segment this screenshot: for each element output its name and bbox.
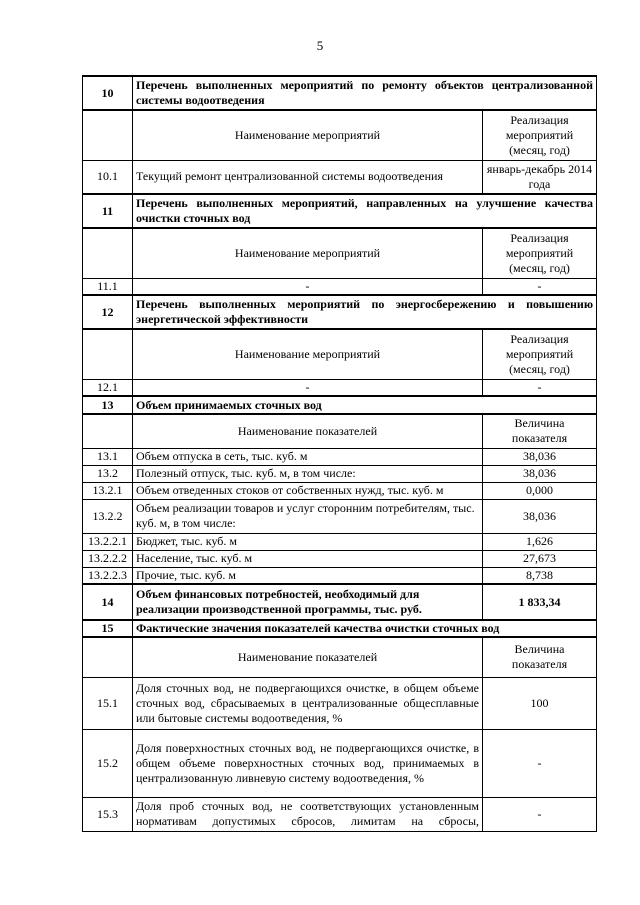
table-row [83, 567, 597, 584]
column-header-row [83, 414, 597, 448]
row-value: - [483, 797, 597, 831]
row-name: - [133, 278, 483, 295]
section-number: 12 [83, 295, 133, 329]
column-header-row [83, 228, 597, 278]
section-title: Объем финансовых потребностей, необходимый для реализации производственной программы, тыс. руб. [133, 584, 483, 620]
column-header-name: Наименование мероприятий [133, 329, 483, 379]
section-10-header [83, 76, 597, 110]
row-number: 13.2.2.3 [83, 567, 133, 584]
row-name: Население, тыс. куб. м [133, 550, 483, 567]
row-value: январь-декабрь 2014 года [483, 160, 597, 194]
table-row [83, 278, 597, 295]
row-number: 13.2.2.1 [83, 533, 133, 550]
section-title: Перечень выполненных мероприятий по энергосбережению и повышению энергетической эффективности [133, 295, 597, 329]
table-row [83, 550, 597, 567]
section-value: 1 833,34 [483, 584, 597, 620]
row-name: - [133, 379, 483, 396]
table-row [83, 482, 597, 499]
row-number: 13.2.1 [83, 482, 133, 499]
table-row [83, 729, 597, 797]
row-name: Текущий ремонт централизованной системы водоотведения [133, 160, 483, 194]
row-number: 15.1 [83, 677, 133, 729]
column-header-name: Наименование мероприятий [133, 228, 483, 278]
row-value: - [483, 278, 597, 295]
column-header-value: Величина показателя [483, 414, 597, 448]
row-value: 38,036 [483, 499, 597, 533]
row-name: Доля сточных вод, не подвергающихся очистке, в общем объеме сточных вод, сбрасываемых в централизованные общесплавные или бытовые системы водоотведения, % [133, 677, 483, 729]
row-number: 13.2.2.2 [83, 550, 133, 567]
row-number: 15.3 [83, 797, 133, 831]
table-row [83, 797, 597, 831]
column-header-name: Наименование показателей [133, 414, 483, 448]
row-name: Доля поверхностных сточных вод, не подвергающихся очистке, в общем объеме поверхностных сточных вод, принимаемых в централизованную ливневую систему водоотведения, % [133, 729, 483, 797]
table-row [83, 379, 597, 396]
column-header-value: Реализация мероприятий (месяц, год) [483, 110, 597, 160]
row-value: 100 [483, 677, 597, 729]
row-name: Объем отпуска в сеть, тыс. куб. м [133, 448, 483, 465]
page-number: 5 [316, 38, 324, 53]
row-name: Доля проб сточных вод, не соответствующих установленным нормативам допустимых сбросов, лимитам на сбросы, [133, 797, 483, 831]
section-14-row [83, 584, 597, 620]
column-header-row [83, 329, 597, 379]
row-value: - [483, 729, 597, 797]
row-name: Объем отведенных стоков от собственных нужд, тыс. куб. м [133, 482, 483, 499]
section-number: 14 [83, 584, 133, 620]
row-name: Полезный отпуск, тыс. куб. м, в том числе: [133, 465, 483, 482]
row-name: Объем реализации товаров и услуг сторонним потребителям, тыс. куб. м, в том числе: [133, 499, 483, 533]
section-number: 13 [83, 396, 133, 414]
row-number: 15.2 [83, 729, 133, 797]
column-header-name: Наименование показателей [133, 637, 483, 677]
section-title: Объем принимаемых сточных вод [133, 396, 597, 414]
row-number: 13.1 [83, 448, 133, 465]
row-value: 0,000 [483, 482, 597, 499]
row-number: 13.2 [83, 465, 133, 482]
row-number: 10.1 [83, 160, 133, 194]
column-header-row [83, 637, 597, 677]
row-number: 11.1 [83, 278, 133, 295]
row-value: 1,626 [483, 533, 597, 550]
section-13-header [83, 396, 597, 414]
column-header-value: Реализация мероприятий (месяц, год) [483, 329, 597, 379]
row-value: 38,036 [483, 465, 597, 482]
section-title: Фактические значения показателей качества очистки сточных вод [133, 620, 597, 637]
row-name: Прочие, тыс. куб. м [133, 567, 483, 584]
section-title: Перечень выполненных мероприятий по ремонту объектов централизованной системы водоотведения [133, 76, 597, 110]
section-11-header [83, 194, 597, 228]
column-header-name: Наименование мероприятий [133, 110, 483, 160]
section-number: 11 [83, 194, 133, 228]
row-value: 38,036 [483, 448, 597, 465]
table-row [83, 533, 597, 550]
row-number: 13.2.2 [83, 499, 133, 533]
column-header-row [83, 110, 597, 160]
column-header-value: Величина показателя [483, 637, 597, 677]
section-number: 10 [83, 76, 133, 110]
report-table [82, 75, 597, 832]
table-row [83, 465, 597, 482]
row-number: 12.1 [83, 379, 133, 396]
section-15-header [83, 620, 597, 637]
table-row [83, 499, 597, 533]
section-12-header [83, 295, 597, 329]
row-value: - [483, 379, 597, 396]
table-row [83, 160, 597, 194]
row-name: Бюджет, тыс. куб. м [133, 533, 483, 550]
table-row [83, 448, 597, 465]
row-value: 27,673 [483, 550, 597, 567]
row-value: 8,738 [483, 567, 597, 584]
table-row [83, 677, 597, 729]
column-header-value: Реализация мероприятий (месяц, год) [483, 228, 597, 278]
section-number: 15 [83, 620, 133, 637]
section-title: Перечень выполненных мероприятий, направленных на улучшение качества очистки сточных вод [133, 194, 597, 228]
